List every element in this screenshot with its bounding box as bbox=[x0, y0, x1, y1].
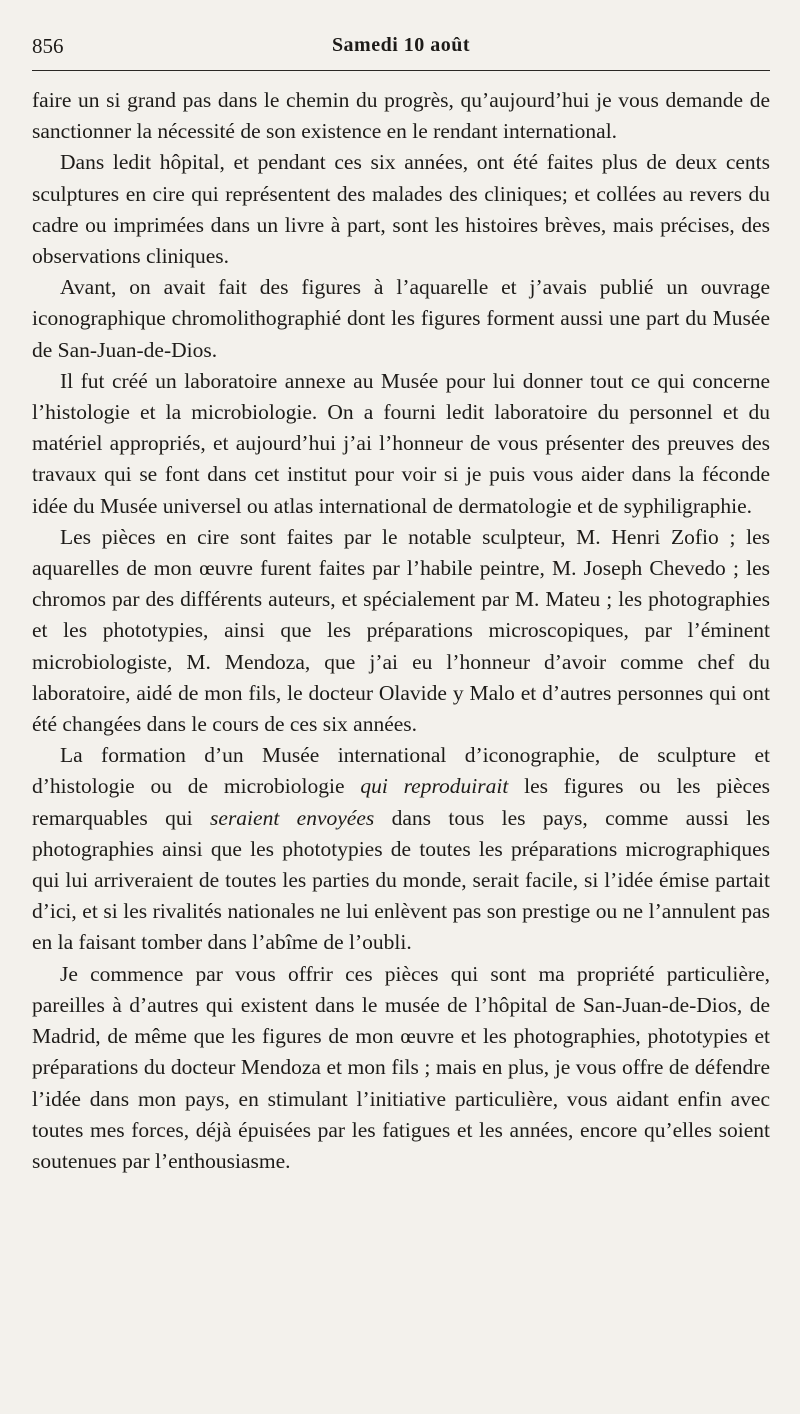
text-run: Dans ledit hôpital, et pendant ces six années, ont été faites plus de deux cents sculptures en cire qui représentent des malades des cliniques; et collées au revers du cadre ou imprimées dans un livre à part, sont les histoires brèves, mais précises, des observations cliniques. bbox=[32, 150, 770, 269]
text-run: Avant, on avait fait des figures à l’aquarelle et j’avais publié un ouvrage iconographique chromolithographié dont les figures forment aussi une part du Musée de San-Juan-de-Dios. bbox=[32, 275, 770, 362]
text-run: Les pièces en cire sont faites par le notable sculpteur, M. Henri Zofio ; les aquarelles de mon œuvre furent faites par l’habile peintre, M. Joseph Chevedo ; les chromos par des différents auteurs, et spécialement par M. Mateu ; les photographies et les phototypies, ainsi que les préparations microscopiques, par l’éminent microbiologiste, M. Mendoza, que j’ai eu l’honneur d’avoir comme chef du laboratoire, aidé de mon fils, le docteur Olavide y Malo et d’autres personnes qui ont été changées dans le cours de ces six années. bbox=[32, 524, 770, 737]
paragraph bbox=[32, 272, 770, 366]
body-text bbox=[32, 85, 770, 1177]
paragraph bbox=[32, 85, 770, 147]
text-run: faire un si grand pas dans le chemin du progrès, qu’aujourd’hui je vous demande de sanctionner la nécessité de son existence en le rendant international. bbox=[32, 88, 770, 144]
text-run: les figures ou les pièces remarquables qui bbox=[32, 774, 770, 830]
paragraph bbox=[32, 366, 770, 522]
page-number: 856 bbox=[32, 34, 64, 58]
header-rule bbox=[32, 70, 770, 71]
paragraph bbox=[32, 740, 770, 958]
running-title: Samedi 10 août bbox=[331, 34, 471, 56]
text-run: Il fut créé un laboratoire annexe au Musée pour lui donner tout ce qui concerne l’histologie et la microbiologie. On a fourni ledit laboratoire du personnel et du matériel appropriés, et aujourd’hui j’ai l’honneur de vous présenter des preuves des travaux qui se font dans cet institut pour voir si je puis vous aider dans la féconde idée du Musée universel ou atlas international de dermatologie et de syphiligraphie. bbox=[32, 368, 770, 518]
text-run: dans tous les pays, comme aussi les photographies ainsi que les phototypies de toutes les préparations micrographiques qui lui arriveraient de toutes les parties du monde, serait facile, si l’idée émise partait d’ici, et si les rivalités nationales ne lui enlèvent pas son prestige ou ne l’annulent pas en la faisant tomber dans l’abîme de l’oubli. bbox=[32, 805, 770, 955]
italic-phrase: seraient envoyées bbox=[210, 805, 375, 830]
italic-phrase: qui reproduirait bbox=[360, 774, 509, 799]
paragraph bbox=[32, 147, 770, 272]
text-run: La formation d’un Musée international d’iconographie, de sculpture et d’histologie ou de microbiologie bbox=[32, 743, 770, 799]
paragraph bbox=[32, 522, 770, 740]
running-head bbox=[32, 28, 770, 62]
paragraph bbox=[32, 959, 770, 1177]
text-run: Je commence par vous offrir ces pièces qui sont ma propriété particulière, pareilles à d’autres qui existent dans le musée de l’hôpital de San-Juan-de-Dios, de Madrid, de même que les figures de mon œuvre et les photographies, phototypies et préparations du docteur Mendoza et mon fils ; mais en plus, je vous offre de défendre l’idée dans mon pays, en stimulant l’initiative particulière, vous aidant enfin avec toutes mes forces, déjà épuisées par les fatigues et les années, encore qu’elles soient soutenues par l’enthousiasme. bbox=[32, 961, 770, 1173]
